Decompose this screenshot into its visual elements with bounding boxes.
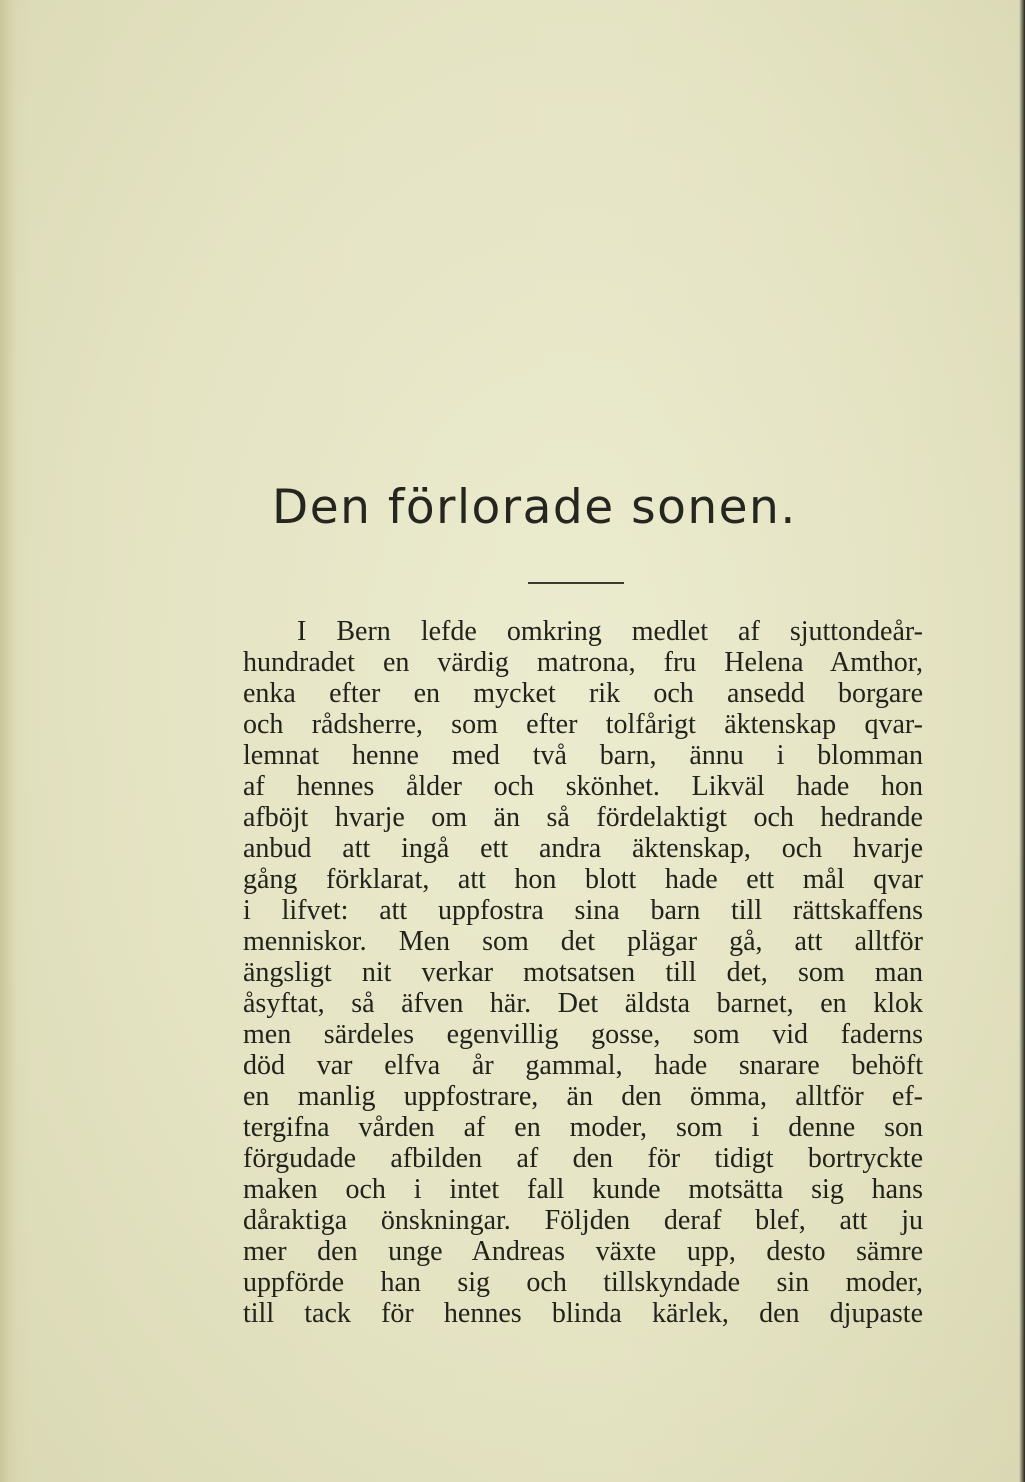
body-text — [243, 616, 923, 1329]
text-line: menniskor. Men som det plägar gå, att alltför — [243, 926, 923, 957]
title-divider — [528, 582, 624, 584]
text-line: åsyftat, så äfven här. Det äldsta barnet, en klok — [243, 988, 923, 1019]
text-line: ängsligt nit verkar motsatsen till det, som man — [243, 957, 923, 988]
text-line: hundradet en värdig matrona, fru Helena Amthor, — [243, 647, 923, 678]
text-line: I Bern lefde omkring medlet af sjuttondeår- — [297, 616, 923, 647]
text-line: en manlig uppfostrare, än den ömma, alltför ef- — [243, 1081, 923, 1112]
text-line: död var elfva år gammal, hade snarare behöft — [243, 1050, 923, 1081]
text-line: afböjt hvarje om än så fördelaktigt och hedrande — [243, 802, 923, 833]
text-line: men särdeles egenvillig gosse, som vid faderns — [243, 1019, 923, 1050]
text-line: gång förklarat, att hon blott hade ett mål qvar — [243, 864, 923, 895]
text-line: enka efter en mycket rik och ansedd borgare — [243, 678, 923, 709]
text-line: tergifna vården af en moder, som i denne son — [243, 1112, 923, 1143]
text-line: anbud att ingå ett andra äktenskap, och hvarje — [243, 833, 923, 864]
page-edge-shadow — [1019, 0, 1025, 1482]
text-line: uppförde han sig och tillskyndade sin moder, — [243, 1267, 923, 1298]
text-line: i lifvet: att uppfostra sina barn till rättskaffens — [243, 895, 923, 926]
chapter-title: Den förlorade sonen. — [272, 480, 797, 535]
text-line: lemnat henne med två barn, ännu i blomman — [243, 740, 923, 771]
text-line: förgudade afbilden af den för tidigt bortryckte — [243, 1143, 923, 1174]
text-line: af hennes ålder och skönhet. Likväl hade hon — [243, 771, 923, 802]
text-line: maken och i intet fall kunde motsätta sig hans — [243, 1174, 923, 1205]
text-line: och rådsherre, som efter tolfårigt äktenskap qvar- — [243, 709, 923, 740]
text-line: mer den unge Andreas växte upp, desto sämre — [243, 1236, 923, 1267]
text-line: dåraktiga önskningar. Följden deraf blef, att ju — [243, 1205, 923, 1236]
page-spine-edge — [0, 0, 16, 1482]
text-line: till tack för hennes blinda kärlek, den djupaste — [243, 1298, 923, 1329]
